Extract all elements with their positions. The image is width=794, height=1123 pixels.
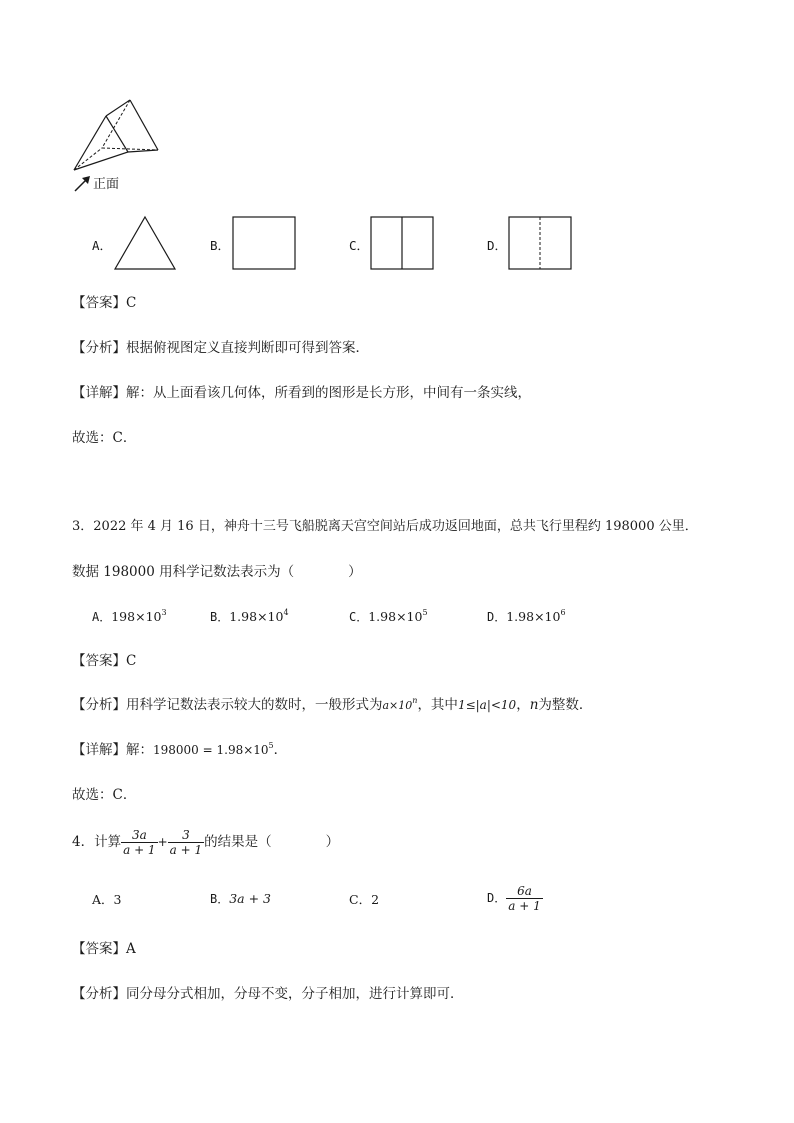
detail-equation: 198000 = 1.98×10 xyxy=(153,743,269,757)
numerator: 3a xyxy=(131,828,147,842)
q3-option-a xyxy=(92,608,167,625)
option-fraction xyxy=(506,884,542,913)
option-value: 1.98×10 xyxy=(368,609,423,624)
stem-text: 的结果是（ ） xyxy=(204,834,340,850)
numerator: 6a xyxy=(517,884,532,898)
option-exponent: 5 xyxy=(422,608,428,617)
fraction-1 xyxy=(121,828,157,857)
q4-analysis: 【分析】同分母分式相加，分母不变，分子相加，进行计算即可． xyxy=(72,986,464,1002)
q2-detail: 【详解】解：从上面看该几何体，所看到的图形是长方形，中间有一条实线， xyxy=(72,385,531,401)
q3-detail xyxy=(72,741,287,759)
q2-answer: 【答案】C xyxy=(72,295,137,311)
rectangle-shape xyxy=(232,215,296,271)
triangle-shape xyxy=(113,215,177,271)
q3-stem-line1: 3．2022 年 4 月 16 日，神舟十三号飞船脱离天宫空间站后成功返回地面，总共飞行里程约 198000 公里． xyxy=(72,519,698,534)
analysis-form: a×10 xyxy=(382,699,413,712)
option-value: 1.98×10 xyxy=(506,609,561,624)
option-letter: B． xyxy=(210,892,230,906)
q4-option-d xyxy=(487,880,543,916)
option-letter: B． xyxy=(210,610,230,624)
prism-outline xyxy=(70,100,170,180)
option-value: 1.98×10 xyxy=(229,609,284,624)
analysis-range: 1≤|a|<10 xyxy=(457,698,517,712)
q4-option-a: A．3 xyxy=(92,892,122,907)
q4-option-b xyxy=(210,890,271,907)
option-letter: C． xyxy=(349,238,370,253)
q2-choose: 故选：C． xyxy=(72,430,137,446)
option-letter: B． xyxy=(210,238,231,253)
denominator: a + 1 xyxy=(123,843,156,857)
q3-option-b xyxy=(210,608,289,625)
q3-option-d xyxy=(487,608,566,625)
stem-text: 4．计算 xyxy=(72,834,122,850)
detail-text: ． xyxy=(273,742,288,758)
denominator: a + 1 xyxy=(508,899,541,913)
option-letter: C． xyxy=(349,610,369,624)
analysis-text: 为整数． xyxy=(538,697,593,713)
option-exponent: 3 xyxy=(161,608,167,617)
denominator: a + 1 xyxy=(169,843,203,857)
rectangle-dashed-line-shape xyxy=(508,215,572,271)
analysis-text: ，其中 xyxy=(417,697,458,713)
option-letter: D． xyxy=(487,610,507,624)
front-label: 正面 xyxy=(93,177,120,192)
q2-analysis: 【分析】根据俯视图定义直接判断即可得到答案． xyxy=(72,340,369,356)
option-letter: A． xyxy=(92,610,112,624)
q3-stem-line2: 数据 198000 用科学记数法表示为（ ） xyxy=(72,564,362,580)
plus-sign: + xyxy=(157,835,168,849)
option-value: 198×10 xyxy=(111,609,162,624)
option-exponent: 6 xyxy=(560,608,566,617)
q3-answer: 【答案】C xyxy=(72,653,137,669)
option-letter: D． xyxy=(487,891,507,905)
numerator: 3 xyxy=(182,828,190,842)
option-letter: A． xyxy=(92,238,113,253)
option-value: 3a + 3 xyxy=(229,891,272,906)
q4-stem xyxy=(72,824,339,860)
q3-choose: 故选：C． xyxy=(72,787,137,803)
arrow-icon xyxy=(73,174,93,194)
option-letter: D． xyxy=(487,238,508,253)
detail-text: 【详解】解： xyxy=(72,742,153,758)
analysis-n: n xyxy=(529,697,539,713)
q4-answer: 【答案】A xyxy=(72,941,136,957)
option-exponent: 4 xyxy=(283,608,289,617)
rectangle-solid-line-shape xyxy=(370,215,434,271)
q3-option-c xyxy=(349,608,428,625)
q3-analysis xyxy=(72,696,592,715)
detail-exponent: 5 xyxy=(268,741,274,750)
q4-option-c: C．2 xyxy=(349,892,380,907)
fraction-2 xyxy=(168,828,204,857)
analysis-text: ， xyxy=(516,697,530,713)
analysis-form-exponent: n xyxy=(412,696,418,705)
analysis-text: 【分析】用科学记数法表示较大的数时，一般形式为 xyxy=(72,697,383,713)
